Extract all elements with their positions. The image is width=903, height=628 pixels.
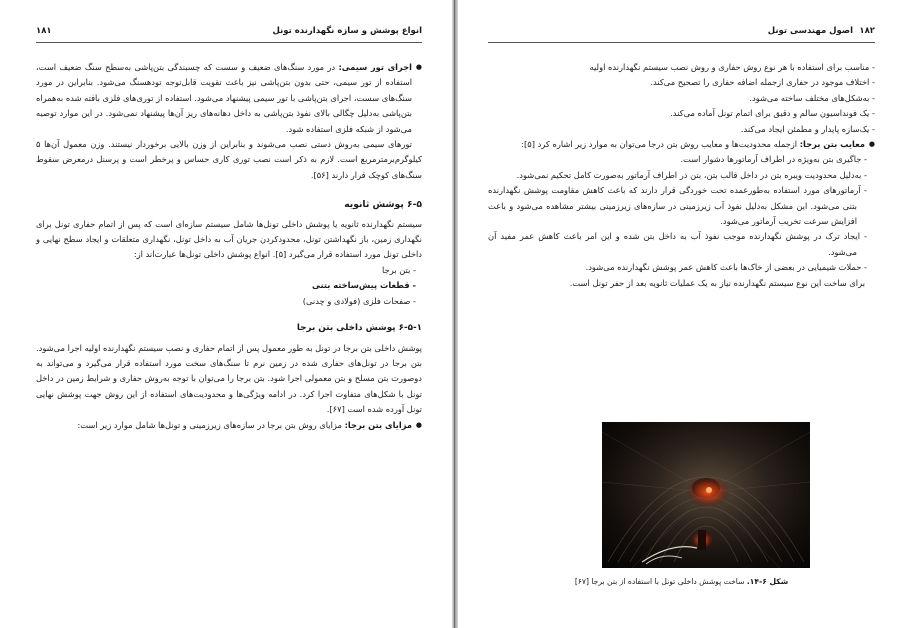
section-heading-6-5-1: ۶-۵-۱ پوشش داخلی بتن برجا — [296, 323, 422, 334]
right-page-body — [488, 60, 875, 291]
right-page — [458, 0, 903, 628]
bullet-advantages — [36, 418, 422, 433]
advantage-item: - یک‌سازه پایدار و مطمئن ایجاد می‌کند. — [740, 123, 875, 134]
lining-type-item: - قطعات پیش‌ساخته بتنی — [312, 280, 416, 291]
figure-label: شکل ۶-۱۴. — [746, 577, 789, 586]
figure-caption — [488, 577, 875, 586]
header-rule — [36, 42, 422, 43]
page-number: ۱۸۱ — [36, 26, 52, 36]
figure-caption-text: ساخت پوشش داخلی تونل با استفاده از بتن برجا [۶۷] — [574, 577, 745, 586]
header-rule — [488, 42, 875, 43]
disadvantage-item: - آرماتورهای مورد استفاده به‌طورعمده تحت خوردگی قرار دارند که باعث کاهش مقاومت پوشش نگهدارنده بتنی می‌شود. این مشکل به‌دلیل نفوذ آب زیرزمینی در سازه‌های زیرزمینی بیشتر مشاهده می‌شود و باعث افزایش سرعت تخریب آرماتور می‌شود. — [488, 185, 867, 227]
page-number: ۱۸۲ — [859, 26, 875, 36]
advantage-item: - به‌شکل‌های مختلف ساخته می‌شود. — [749, 92, 875, 103]
section-6-5-1-text: پوشش داخلی بتن برجا در تونل به طور معمول پس از اتمام حفاری و نصب سیستم نگهدارنده اولیه اجرا می‌شود. بتن برجا در تونل‌های حفاری شده در زمین نرم تا سنگ‌های سخت مورد استفاده قرار می‌گیرد و می‌تواند به دوصورت بتن مسلح و بتن معمولی اجرا شود. بتن برجا را می‌توان با توجه به‌روش حفاری و شرایط زمین در داخل تونل با شکل‌های متفاوت اجرا کرد. در ادامه ویژگی‌ها و محدودیت‌های استفاده از این روش جهت پوشش نهایی تونل آورده شده است [۶۷]. — [36, 342, 422, 415]
disadvantage-item: - حملات شیمیایی در بعضی از خاک‌ها باعث کاهش عمر پوشش نگهدارنده می‌شود. — [585, 262, 867, 273]
disadvantage-item: - ایجاد ترک در پوشش نگهدارنده موجب نفوذ آب به داخل بتن شده و این امر باعث کاهش عمر مفید آن می‌شود. — [488, 231, 867, 257]
run-in-heading: مزایای بتن برجا: — [344, 419, 412, 430]
run-in-heading: معایب بتن برجا: — [799, 139, 865, 150]
section-heading-6-5: ۶-۵ پوشش ثانویه — [344, 199, 422, 211]
section-6-5-text: سیستم نگهدارنده ثانویه یا پوشش داخلی تونل‌ها شامل سیستم سازه‌ای است که پس از اتمام حفاری تونل برای نگهداری زمین، باز نگهداشتن تونل، محدودکردن جریان آب به داخل تونل، نگهداری متعلقات و ایجاد سطح نهایی و داخلی تونل مورد استفاده قرار می‌گیرد [۵]. انواع پوشش داخلی تونل‌ها عبارت‌اند از: — [36, 218, 422, 260]
left-page-body — [36, 60, 422, 433]
closing-paragraph: برای ساخت این نوع سیستم نگهدارنده نیاز به یک عملیات ثانویه بعد از حفر تونل است. — [569, 277, 865, 288]
disadvantage-item: - به‌دلیل محدودیت ویبره بتن در داخل قالب بتن، بتن در اطراف آرماتور به‌صورت کامل تحکیم نمی‌شود. — [516, 169, 867, 180]
tunnel-lining-photo — [602, 422, 810, 568]
left-page-header — [36, 26, 422, 40]
lining-type-item: - صفحات فلزی (فولادی و چدنی) — [302, 295, 416, 306]
bullet-wire-mesh — [36, 60, 422, 137]
lining-type-item: - بتن برجا — [382, 264, 416, 275]
advantage-item: - یک فونداسیون سالم و دقیق برای اتمام تونل آماده می‌کند. — [670, 108, 875, 119]
advantage-item: - اختلاف موجود در حفاری ازجمله اضافه حفاری را تصحیح می‌کند. — [650, 77, 875, 88]
running-header-title: اصول مهندسی تونل — [767, 26, 853, 36]
bullet-text: ازجمله محدودیت‌ها و معایب روش بتن درجا می‌توان به موارد زیر اشاره کرد [۵]: — [521, 139, 798, 150]
mesh-paragraph: تورهای سیمی به‌روش دستی نصب می‌شوند و بنابراین از وزن بالایی برخوردار نیستند. وزن معمول آن‌ها ۵ کیلوگرم‌بر‌مترمربع است. لازم به ذکر است نصب توری کاری حساس و پرخطر است و پرسنل درمعرض سقوط سنگ‌های کوچک قرار دارند [۵۶]. — [36, 139, 422, 180]
bullet-disadvantages — [488, 137, 875, 152]
tunnel-photo-illustration — [602, 422, 810, 568]
advantage-item: - مناسب برای استفاده با هر نوع روش حفاری و روش نصب سیستم نگهدارنده اولیه — [589, 62, 875, 72]
disadvantage-item: - جاگیری بتن به‌ویژه در اطراف آرماتورها دشوار است. — [680, 154, 867, 165]
bullet-text: مزایای روش بتن برجا در سازه‌های زیرزمینی و تونل‌ها شامل موارد زیر است: — [77, 419, 342, 430]
bullet-text: در مورد سنگ‌های ضعیف و سست که چسبندگی بتن‌پاشی به‌سطح سنگ ضعیف است، استفاده از تور سیمی، حتی بدون بتن‌پاشی نیز باعث تقویت قابل‌توجه تودهسنگ می‌شود. بنابراین در مورد سنگ‌های سست، اجرای بتن‌پاشی با تور سیمی پیشنهاد می‌شود. استفاده از توری‌های فلزی بافته شده به‌همراه بتن‌پاشی به‌دلیل چگالی بالای نفوذ بتن‌پاشی به داخل دهانه‌های ریز آن‌ها پیشنهاد نمی‌شود. در این موارد توصیه می‌شود از شبکه فلزی استفاده شود. — [36, 62, 412, 134]
running-header-title: انواع پوشش و سازه نگهدارنده تونل — [272, 26, 422, 36]
right-page-header — [488, 26, 875, 40]
run-in-heading: اجرای تور سیمی: — [338, 62, 413, 72]
